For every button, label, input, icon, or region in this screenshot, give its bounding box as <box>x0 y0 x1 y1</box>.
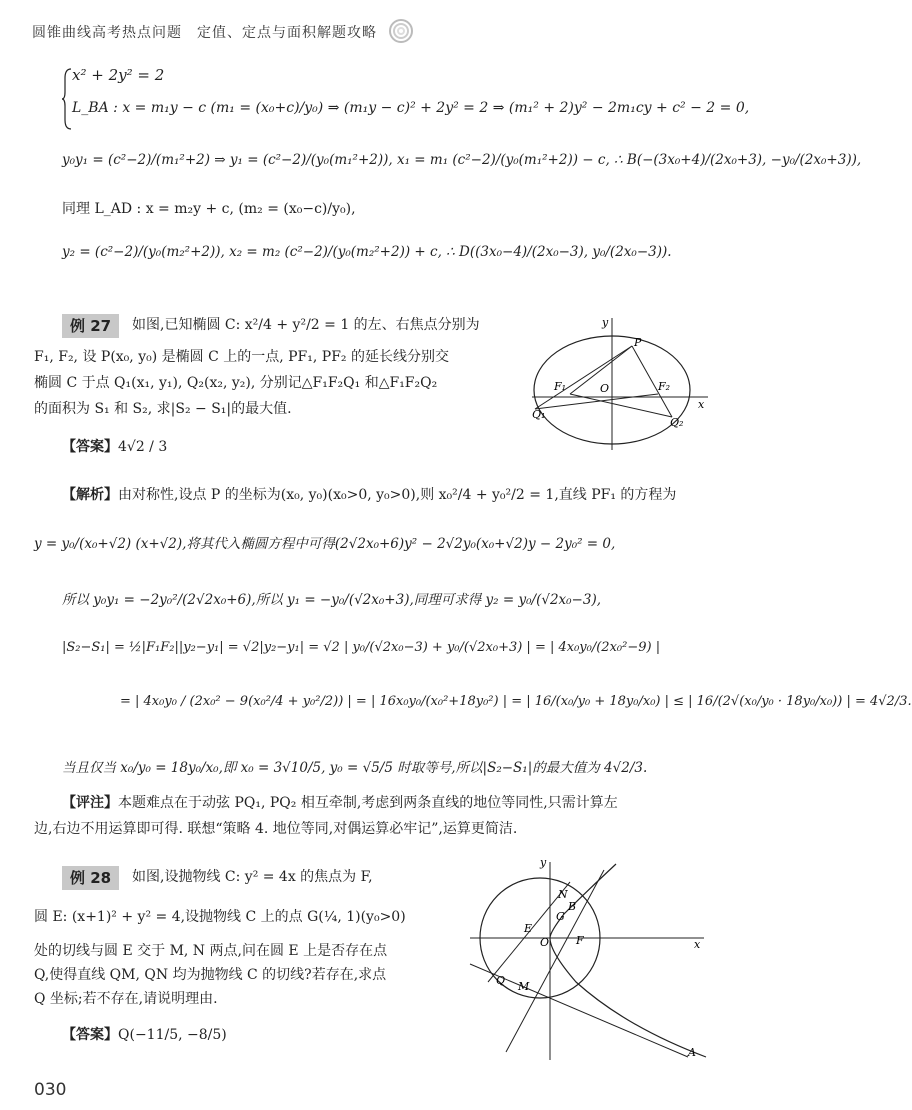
example-27-line-2: F₁, F₂, 设 P(x₀, y₀) 是椭圆 C 上的一点, PF₁, PF₂ 的延长线分别交 <box>34 349 449 365</box>
system-brace-icon <box>62 68 72 130</box>
system-equation-line-1: x² + 2y² = 2 <box>72 66 165 84</box>
solution-text-1: 由对称性,设点 P 的坐标为(x₀, y₀)(x₀>0, y₀>0),则 x₀²/4 + y₀²/2 = 1,直线 PF₁ 的方程为 <box>118 487 677 503</box>
solution-tag: 【解析】 <box>62 487 118 503</box>
line-pf1-ext <box>535 346 632 409</box>
fig28-label-o: O <box>540 936 550 949</box>
tangent-line-g <box>506 870 604 1052</box>
fig27-label-f2: F₂ <box>658 380 671 393</box>
comment-text-1: 本题难点在于动弦 PQ₁, PQ₂ 相互牵制,考虑到两条直线的地位等同性,只需计算左 <box>118 795 618 811</box>
derivation-line-4: 同理 L_AD : x = m₂y + c, (m₂ = (x₀−c)/y₀), <box>62 201 356 217</box>
solution-line-2: y = y₀/(x₀+√2) (x+√2),将其代入椭圆方程中可得(2√2x₀+6)y² − 2√2y₀(x₀+√2)y − 2y₀² = 0, <box>34 536 616 552</box>
example-27-answer <box>62 436 167 458</box>
fig28-label-g: G <box>556 910 565 923</box>
fig27-label-x: x <box>698 398 705 411</box>
fig28-label-m: M <box>518 980 530 993</box>
fig28-label-a: A <box>688 1046 696 1059</box>
derivation-line-3: y₀y₁ = (c²−2)/(m₁²+2) ⇒ y₁ = (c²−2)/(y₀(m₁²+2)), x₁ = m₁ (c²−2)/(y₀(m₁²+2)) − c, ∴ B(−(3x₀+4)/(2x₀+3), −y₀/(2x₀+3)), <box>62 152 862 168</box>
fig28-label-q: Q <box>496 974 506 987</box>
answer-value-28: Q(−11/5, −8/5) <box>118 1027 227 1043</box>
comment-line-1 <box>62 792 618 814</box>
comment-tag: 【评注】 <box>62 795 118 811</box>
example-28-line-3: 处的切线与圆 E 交于 M, N 两点,问在圆 E 上是否存在点 <box>34 943 388 959</box>
solution-line-4: |S₂−S₁| = ½|F₁F₂||y₂−y₁| = √2|y₂−y₁| = √2 | y₀/(√2x₀−3) + y₀/(√2x₀+3) | = | 4x₀y₀/(2x₀²−9) | <box>62 640 661 655</box>
page-number: 030 <box>34 1080 67 1100</box>
system-equation-line-2: L_BA : x = m₁y − c (m₁ = (x₀+c)/y₀) ⇒ (m₁y − c)² + 2y² = 2 ⇒ (m₁² + 2)y² − 2m₁cy + c² − 2 = 0, <box>72 100 750 116</box>
fig28-label-n: N <box>558 888 568 901</box>
fig28-label-y: y <box>540 856 547 869</box>
parabola-circle-figure <box>466 852 716 1062</box>
example-27-line-3: 椭圆 C 于点 Q₁(x₁, y₁), Q₂(x₂, y₂), 分别记△F₁F₂Q₁ 和△F₁F₂Q₂ <box>34 375 438 391</box>
example-28-answer <box>62 1024 227 1046</box>
solution-line-3: 所以 y₀y₁ = −2y₀²/(2√2x₀+6),所以 y₁ = −y₀/(√2x₀+3),同理可求得 y₂ = y₀/(√2x₀−3), <box>62 592 602 608</box>
fig27-label-f1: F₁ <box>554 380 567 393</box>
solution-line-5: = | 4x₀y₀ / (2x₀² − 9(x₀²/4 + y₀²/2)) | = | 16x₀y₀/(x₀²+18y₀²) | = | 16/(x₀/y₀ + 18y₀/x₀) | ≤ | 16/(2√(x₀/y₀ · 18y₀/x₀)) | = 4√2/3. <box>120 694 912 709</box>
example-28-line-4: Q,使得直线 QM, QN 均为抛物线 C 的切线?若存在,求点 <box>34 967 387 983</box>
example-27-line-4: 的面积为 S₁ 和 S₂, 求|S₂ − S₁|的最大值. <box>34 401 292 417</box>
answer-tag-28: 【答案】 <box>62 1027 118 1043</box>
fig28-label-b: B <box>568 900 577 913</box>
example-27-line-1: 如图,已知椭圆 C: x²/4 + y²/2 = 1 的左、右焦点分别为 <box>132 317 480 333</box>
example-28-tag: 例 28 <box>62 866 119 890</box>
line-q1-f2 <box>535 394 658 409</box>
fig27-label-o: O <box>600 382 610 395</box>
solution-line-1 <box>62 484 676 506</box>
example-27-tag: 例 27 <box>62 314 119 338</box>
solution-line-6: 当且仅当 x₀/y₀ = 18y₀/x₀,即 x₀ = 3√10/5, y₀ = √5/5 时取等号,所以|S₂−S₁|的最大值为 4√2/3. <box>62 760 648 776</box>
example-28-line-1: 如图,设抛物线 C: y² = 4x 的焦点为 F, <box>132 869 373 885</box>
example-28-line-2: 圆 E: (x+1)² + y² = 4,设抛物线 C 上的点 G(¼, 1)(y₀>0) <box>34 909 406 925</box>
spiral-logo-icon <box>388 18 414 44</box>
fig28-label-e: E <box>524 922 533 935</box>
ellipse-figure <box>530 312 710 452</box>
fig27-label-q1: Q₁ <box>532 408 546 421</box>
fig27-label-q2: Q₂ <box>670 416 684 429</box>
example-28-line-5: Q 坐标;若不存在,请说明理由. <box>34 991 218 1007</box>
fig28-label-f: F <box>576 934 584 947</box>
answer-value: 4√2 / 3 <box>118 439 168 455</box>
fig27-label-p: P <box>634 336 642 349</box>
fig28-label-x: x <box>694 938 701 951</box>
answer-tag: 【答案】 <box>62 439 118 455</box>
fig27-label-y: y <box>602 316 609 329</box>
comment-line-2: 边,右边不用运算即可得. 联想“策略 4. 地位等同,对偶运算必牢记”,运算更简洁. <box>34 821 518 837</box>
derivation-line-5: y₂ = (c²−2)/(y₀(m₂²+2)), x₂ = m₂ (c²−2)/(y₀(m₂²+2)) + c, ∴ D((3x₀−4)/(2x₀−3), y₀/(2x₀−3)). <box>62 244 672 260</box>
parabola-c <box>550 864 706 1057</box>
page-header-title: 圆锥曲线高考热点问题 定值、定点与面积解题攻略 <box>32 25 377 41</box>
